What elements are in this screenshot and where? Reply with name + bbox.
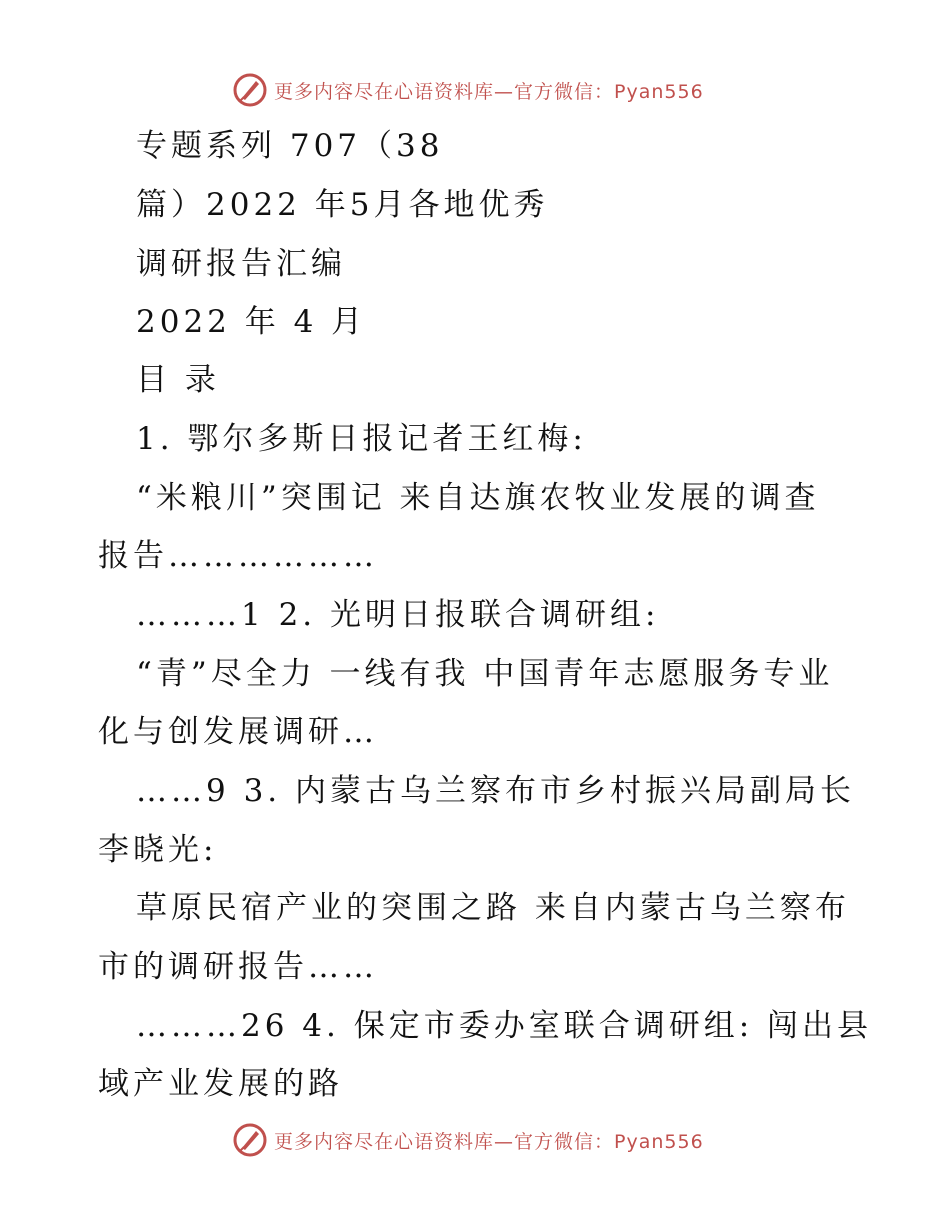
toc-entry-4-author: ………26 4. 保定市委办室联合调研组: 闯出县	[136, 1008, 873, 1044]
toc-entry-2-title: “青”尽全力 一线有我 中国青年志愿服务专业	[136, 656, 834, 692]
toc-entry-4-title: 域产业发展的路	[98, 1066, 343, 1102]
toc-heading: 目 录	[136, 362, 220, 398]
toc-entry-3-title: 草原民宿产业的突围之路 来自内蒙古乌兰察布	[136, 890, 850, 926]
toc-entry-1-title: “米粮川”突围记 来自达旗农牧业发展的调查	[136, 480, 820, 516]
toc-entry-2-title-cont: 化与创发展调研…	[98, 714, 378, 750]
title-line-2: 篇）2022 年5月各地优秀	[136, 187, 549, 223]
toc-entry-3-title-cont: 市的调研报告……	[98, 949, 378, 985]
toc-entry-3-author-cont: 李晓光:	[98, 832, 218, 868]
title-line-1: 专题系列 707（38	[136, 128, 444, 164]
quill-logo-icon	[232, 1122, 268, 1158]
footer-watermark	[232, 1120, 704, 1160]
toc-entry-2-author: ………1 2. 光明日报联合调研组:	[136, 597, 660, 633]
watermark-text: 更多内容尽在心语资料库—官方微信：Pyan556	[274, 80, 704, 103]
date-line: 2022 年 4 月	[136, 304, 367, 340]
watermark-text: 更多内容尽在心语资料库—官方微信：Pyan556	[274, 1130, 704, 1153]
toc-entry-1-title-cont: 报告………………	[98, 538, 378, 574]
toc-entry-1-author: 1. 鄂尔多斯日报记者王红梅:	[136, 421, 587, 457]
toc-entry-3-author: ……9 3. 内蒙古乌兰察布市乡村振兴局副局长	[136, 773, 856, 809]
title-line-3: 调研报告汇编	[136, 246, 346, 282]
